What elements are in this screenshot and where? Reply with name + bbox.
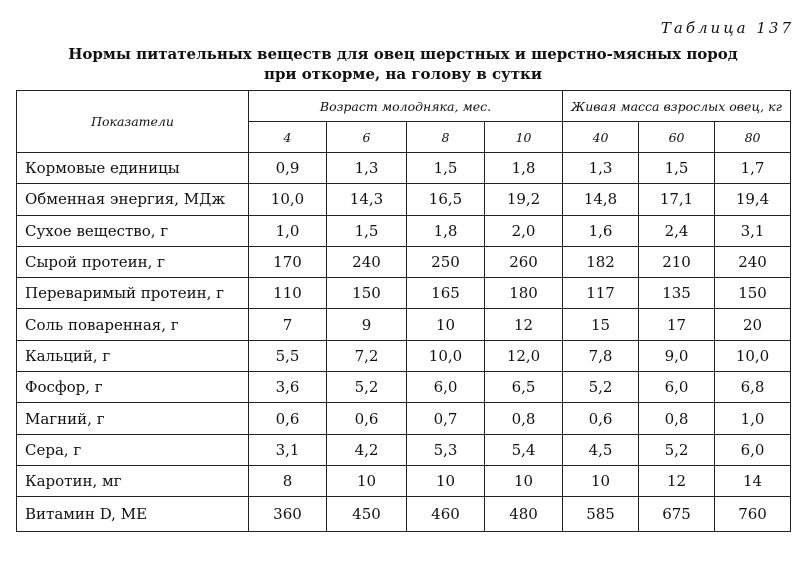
table-cell: 7,8 (563, 340, 639, 371)
table-body (17, 153, 791, 532)
column-header: 80 (715, 122, 791, 153)
table-cell: 240 (327, 246, 407, 277)
column-header: 6 (327, 122, 407, 153)
title-line-2: при откорме, на голову в сутки (263, 65, 543, 83)
table-cell: 5,2 (563, 372, 639, 403)
table-cell: 165 (407, 278, 485, 309)
table-cell: 12,0 (485, 340, 563, 371)
table-cell: 4,2 (327, 434, 407, 465)
table-cell: 135 (639, 278, 715, 309)
table-row (17, 153, 791, 184)
table-cell: 210 (639, 246, 715, 277)
table-cell: 110 (249, 278, 327, 309)
table-cell: 450 (327, 497, 407, 532)
table-cell: 7 (249, 309, 327, 340)
table-row (17, 497, 791, 532)
table-cell: 20 (715, 309, 791, 340)
table-cell: 6,8 (715, 372, 791, 403)
header-row-groups (17, 91, 791, 122)
row-label: Каротин, мг (17, 465, 249, 496)
table-cell: 460 (407, 497, 485, 532)
table-cell: 150 (715, 278, 791, 309)
row-label: Кальций, г (17, 340, 249, 371)
table-cell: 17,1 (639, 184, 715, 215)
table-cell: 9 (327, 309, 407, 340)
table-cell: 6,0 (715, 434, 791, 465)
table-cell: 1,0 (249, 215, 327, 246)
table-cell: 480 (485, 497, 563, 532)
table-row (17, 184, 791, 215)
table-cell: 4,5 (563, 434, 639, 465)
table-cell: 0,6 (249, 403, 327, 434)
table-cell: 1,8 (485, 153, 563, 184)
table-cell: 260 (485, 246, 563, 277)
table-cell: 10,0 (249, 184, 327, 215)
table-cell: 19,2 (485, 184, 563, 215)
table-cell: 1,0 (715, 403, 791, 434)
table-cell: 5,5 (249, 340, 327, 371)
table-row (17, 372, 791, 403)
row-label: Обменная энергия, МДж (17, 184, 249, 215)
table-cell: 0,8 (639, 403, 715, 434)
table-cell: 250 (407, 246, 485, 277)
table-cell: 3,6 (249, 372, 327, 403)
table-number-label: Таблица 137 (660, 19, 794, 37)
table-cell: 12 (639, 465, 715, 496)
header-group-young-age: Возраст молодняка, мес. (249, 91, 563, 122)
table-cell: 6,0 (639, 372, 715, 403)
table-cell: 1,5 (407, 153, 485, 184)
table-cell: 182 (563, 246, 639, 277)
row-label: Сухое вещество, г (17, 215, 249, 246)
table-cell: 1,7 (715, 153, 791, 184)
column-header: 4 (249, 122, 327, 153)
table-cell: 1,8 (407, 215, 485, 246)
table-cell: 0,6 (563, 403, 639, 434)
table-cell: 17 (639, 309, 715, 340)
table-cell: 5,4 (485, 434, 563, 465)
page-title (0, 44, 806, 84)
row-label: Магний, г (17, 403, 249, 434)
column-header: 40 (563, 122, 639, 153)
table-cell: 117 (563, 278, 639, 309)
title-line-1: Нормы питательных веществ для овец шерстных и шерстно-мясных пород (68, 45, 738, 63)
table-cell: 5,3 (407, 434, 485, 465)
table-cell: 1,3 (563, 153, 639, 184)
table-cell: 10,0 (715, 340, 791, 371)
table-cell: 10,0 (407, 340, 485, 371)
table-cell: 0,9 (249, 153, 327, 184)
row-label: Переваримый протеин, г (17, 278, 249, 309)
row-label: Соль поваренная, г (17, 309, 249, 340)
table-cell: 585 (563, 497, 639, 532)
table-cell: 16,5 (407, 184, 485, 215)
table-row (17, 465, 791, 496)
row-label: Сырой протеин, г (17, 246, 249, 277)
table-cell: 10 (327, 465, 407, 496)
table-cell: 14 (715, 465, 791, 496)
row-label: Кормовые единицы (17, 153, 249, 184)
table-cell: 12 (485, 309, 563, 340)
table-row (17, 309, 791, 340)
table-cell: 10 (407, 465, 485, 496)
table-cell: 10 (485, 465, 563, 496)
table-cell: 1,3 (327, 153, 407, 184)
table-cell: 760 (715, 497, 791, 532)
nutrient-norms-table (16, 90, 791, 532)
table-row (17, 403, 791, 434)
table-cell: 0,7 (407, 403, 485, 434)
table-cell: 240 (715, 246, 791, 277)
table-cell: 10 (407, 309, 485, 340)
table-cell: 1,5 (327, 215, 407, 246)
table-cell: 7,2 (327, 340, 407, 371)
row-label: Фосфор, г (17, 372, 249, 403)
column-header: 60 (639, 122, 715, 153)
table-cell: 9,0 (639, 340, 715, 371)
table-cell: 14,8 (563, 184, 639, 215)
table-cell: 10 (563, 465, 639, 496)
table-cell: 3,1 (715, 215, 791, 246)
table-cell: 14,3 (327, 184, 407, 215)
table-row (17, 215, 791, 246)
row-label: Витамин D, МЕ (17, 497, 249, 532)
table-cell: 15 (563, 309, 639, 340)
table-cell: 0,8 (485, 403, 563, 434)
table-row (17, 340, 791, 371)
table-cell: 150 (327, 278, 407, 309)
column-header: 10 (485, 122, 563, 153)
table-cell: 6,5 (485, 372, 563, 403)
table-cell: 19,4 (715, 184, 791, 215)
table-row (17, 246, 791, 277)
table-cell: 1,5 (639, 153, 715, 184)
header-group-adult-weight: Живая масса взрослых овец, кг (563, 91, 791, 122)
table-cell: 8 (249, 465, 327, 496)
table-cell: 5,2 (639, 434, 715, 465)
table-cell: 180 (485, 278, 563, 309)
table-row (17, 278, 791, 309)
table-cell: 2,4 (639, 215, 715, 246)
table-row (17, 434, 791, 465)
table-cell: 2,0 (485, 215, 563, 246)
row-label: Сера, г (17, 434, 249, 465)
table-cell: 6,0 (407, 372, 485, 403)
table-cell: 170 (249, 246, 327, 277)
table-cell: 0,6 (327, 403, 407, 434)
table-cell: 360 (249, 497, 327, 532)
table-cell: 1,6 (563, 215, 639, 246)
table-cell: 675 (639, 497, 715, 532)
table-cell: 3,1 (249, 434, 327, 465)
table-cell: 5,2 (327, 372, 407, 403)
header-indicators: Показатели (17, 91, 249, 153)
column-header: 8 (407, 122, 485, 153)
